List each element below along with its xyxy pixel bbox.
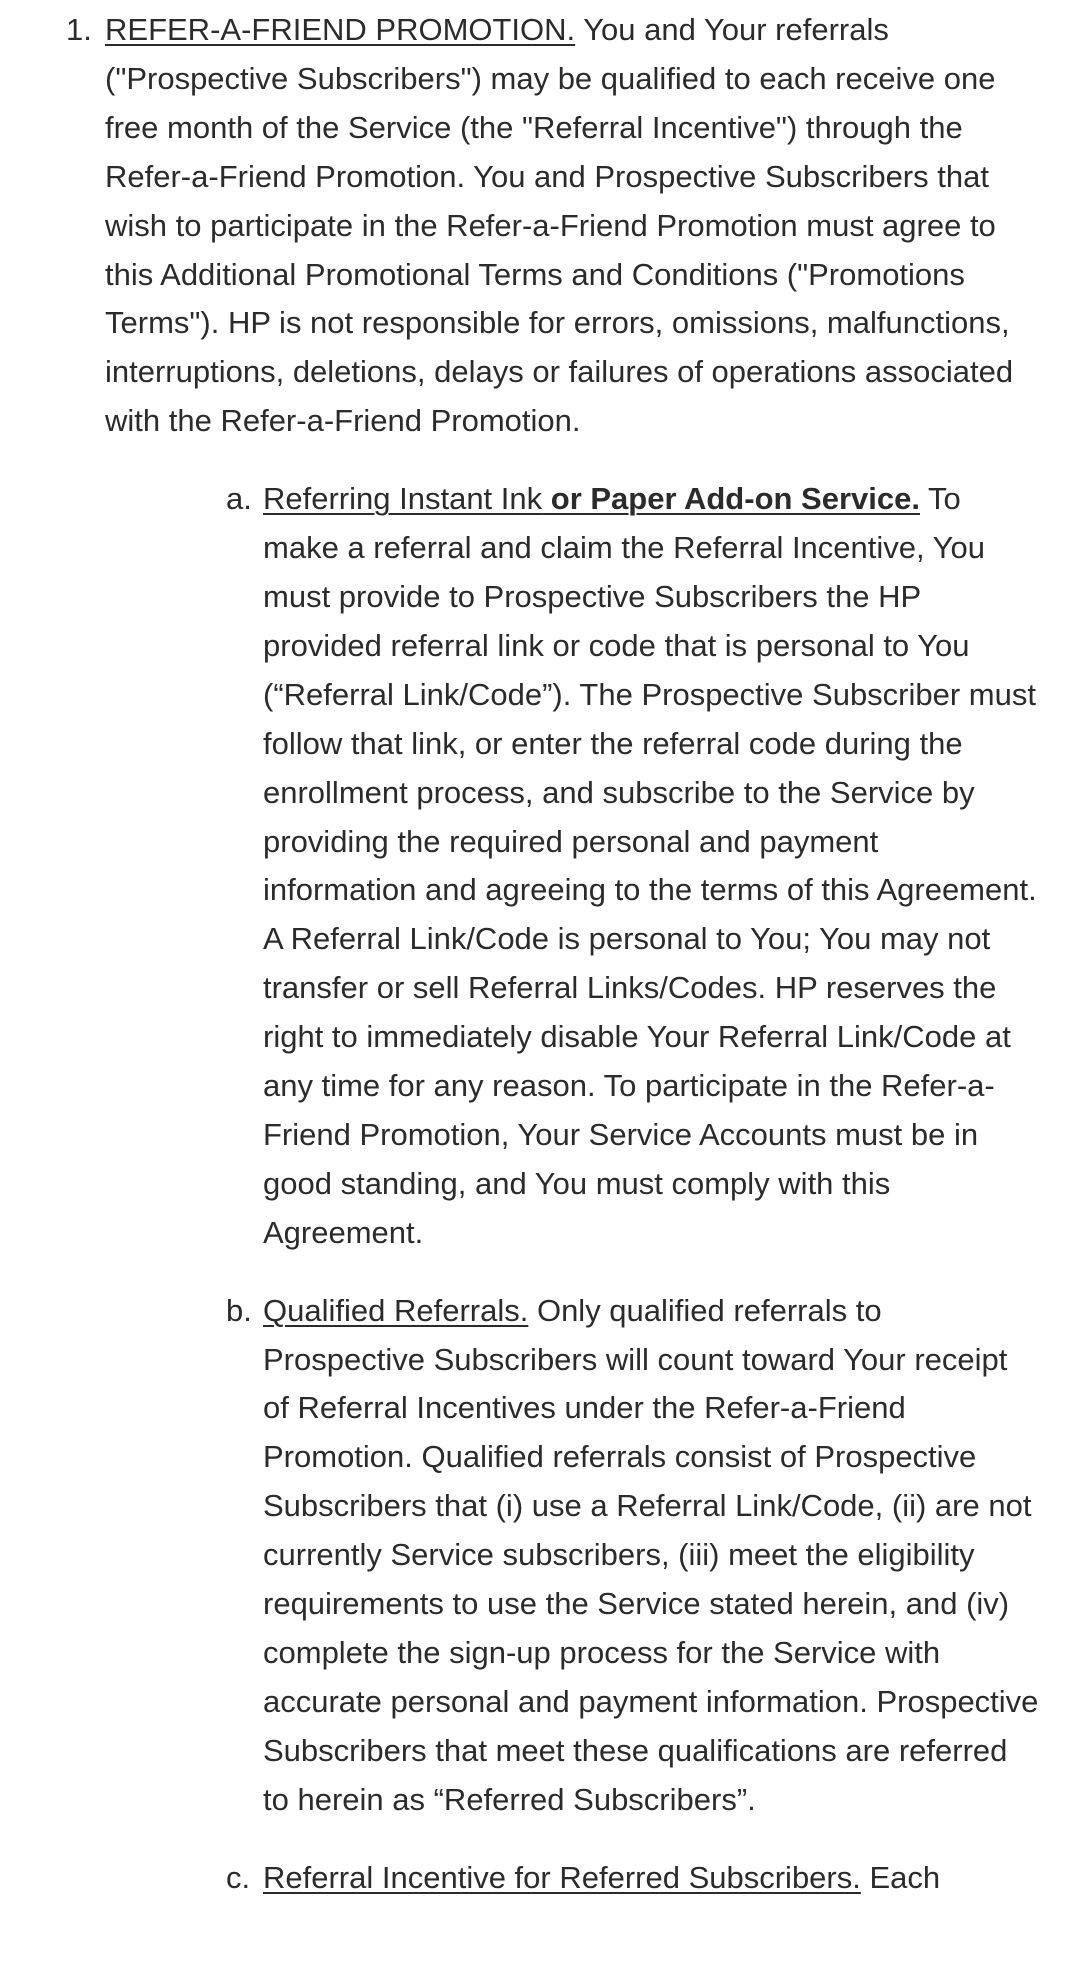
subsection-letter: a. [226,481,252,517]
subsection-heading: Referring Instant Ink [263,481,543,517]
section-body: You and Your referrals ("Prospective Subscribers") may be qualified to each receive one free month of the Service (the "Referral Incentive") through the Refer-a-Friend Promotion. You and Prospective Subscribers that wish to participate in the Refer-a-Friend Promotion must agree to this Additional Promotional Terms and Conditions ("Promotions Terms"). HP is not responsible for errors, omissions, malfunctions, interruptions, deletions, delays or failures of operations associated with the Refer-a-Friend Promotion. [105,12,1014,439]
subsection-heading-bold: or Paper Add-on Service. [542,481,920,517]
subsection-heading: Qualified Referrals. [263,1292,529,1328]
section-heading: REFER-A-FRIEND PROMOTION. [105,12,576,47]
subsection-body: To make a referral and claim the Referral Incentive, You must provide to Prospective Subscribers the HP provided referral link or code that is personal to You (“Referral Link/Code”). The Prospective Subscriber must follow that link, or enter the referral code during the enrollment process, and subscribe to the Service by providing the required personal and payment information and agreeing to the terms of this Agreement. A Referral Link/Code is personal to You; You may not transfer or sell Referral Links/Codes. HP reserves the right to immediately disable Your Referral Link/Code at any time for any reason. To participate in the Refer-a-Friend Promotion, Your Service Accounts must be in good standing, and You must comply with this Agreement. [263,481,1037,1250]
subsection-body: Each [860,1859,941,1895]
subsection-referring-service [105,475,1040,1258]
subsection-heading: Referral Incentive for Referred Subscribers. [263,1859,861,1895]
subsection-qualified-referrals [105,1287,1040,1825]
subsection-letter: c. [226,1859,251,1895]
subsection-body: Only qualified referrals to Prospective Subscribers will count toward Your receipt of Referral Incentives under the Refer-a-Friend Promotion. Qualified referrals consist of Prospective Subscribers that (i) use a Referral Link/Code, (ii) are not currently Service subscribers, (iii) meet the eligibility requirements to use the Service stated herein, and (iv) complete the sign-up process for the Service with accurate personal and payment information. Prospective Subscribers that meet these qualifications are referred to herein as “Referred Subscribers”. [263,1292,1039,1817]
subsection-letter: b. [226,1292,252,1328]
subsection-referral-incentive [105,1854,1040,1903]
section-refer-a-friend [0,6,1040,1903]
section-number: 1. [66,12,92,47]
